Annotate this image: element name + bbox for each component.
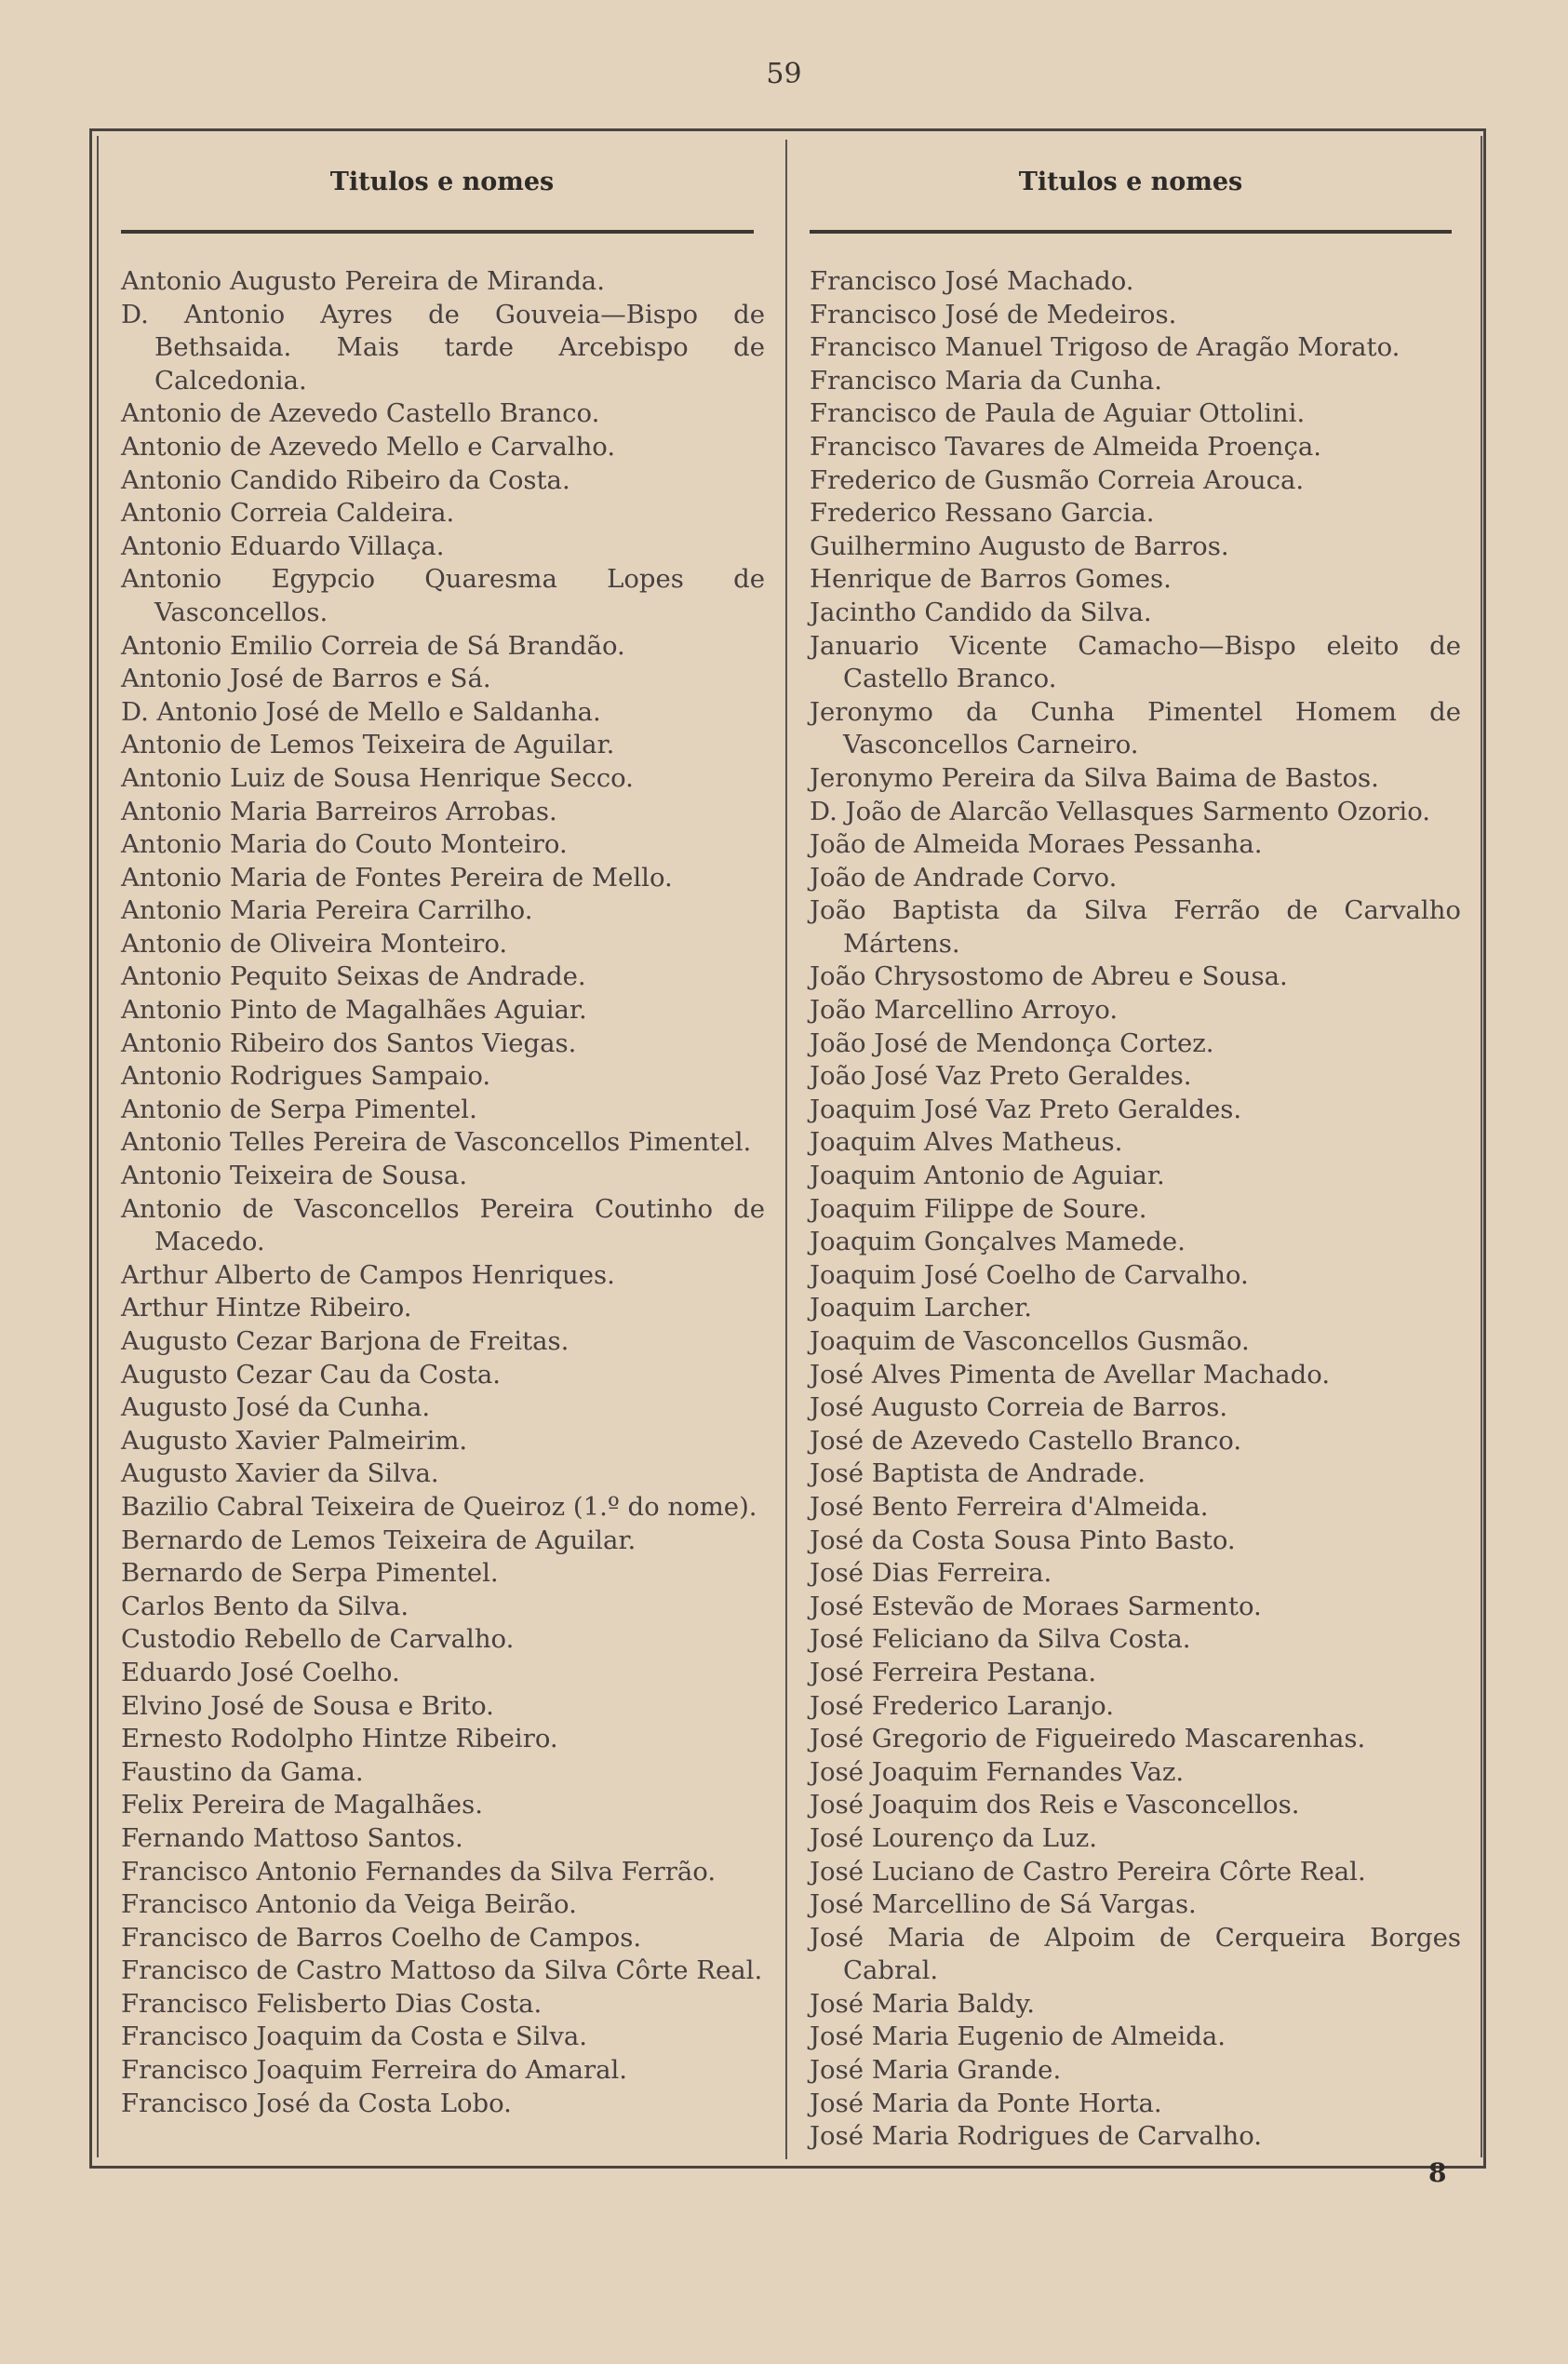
name-entry: Bernardo de Serpa Pimentel. [121,1558,499,1589]
name-entry: José Alves Pimenta de Avellar Machado. [810,1359,1331,1390]
name-entry: José Maria Baldy. [810,1988,1035,2019]
name-entry: João Chrysostomo de Abreu e Sousa. [810,961,1288,992]
name-entry: Jacintho Candido da Silva. [810,597,1152,627]
signature-mark: 8 [1428,2157,1447,2188]
name-entry: José Feliciano da Silva Costa. [810,1624,1191,1655]
name-entry: José da Costa Sousa Pinto Basto. [810,1525,1236,1555]
name-entry: Augusto Cezar Cau da Costa. [121,1359,501,1390]
right-name-list [810,265,1461,2154]
name-entry: José Maria Rodrigues de Carvalho. [810,2121,1263,2152]
name-entry: D. Antonio José de Mello e Saldanha. [121,696,601,727]
name-entry: José Maria de Alpoim de Cerqueira Borges Cabral. [810,1922,1461,1986]
name-entry: Joaquim Larcher. [810,1293,1032,1323]
name-entry: Antonio Maria Pereira Carrilho. [121,895,533,926]
right-column-header: Titulos e nomes [1018,168,1243,196]
name-entry: Francisco Manuel Trigoso de Aragão Morato. [810,332,1400,363]
name-entry: Francisco Joaquim da Costa e Silva. [121,2021,588,2052]
name-entry: José Augusto Correia de Barros. [810,1392,1228,1423]
name-entry: Francisco Antonio da Veiga Beirão. [121,1889,577,1920]
name-entry: João José Vaz Preto Geraldes. [810,1061,1192,1092]
name-entry: Guilhermino Augusto de Barros. [810,531,1229,561]
name-entry: Antonio Egypcio Quaresma Lopes de Vasconcellos. [121,564,765,627]
name-entry: Antonio de Serpa Pimentel. [121,1094,477,1124]
name-entry: Antonio Maria Barreiros Arrobas. [121,796,557,826]
name-entry: D. João de Alarcão Vellasques Sarmento Ozorio. [810,796,1431,826]
name-entry: Antonio Pinto de Magalhães Aguiar. [121,995,587,1026]
name-entry: Carlos Bento da Silva. [121,1591,409,1621]
name-entry: Francisco Joaquim Ferreira do Amaral. [121,2055,628,2086]
name-entry: Augusto Cezar Barjona de Freitas. [121,1326,570,1356]
name-entry: Bazilio Cabral Teixeira de Queiroz (1.º do nome). [121,1491,757,1522]
name-entry: Joaquim José Coelho de Carvalho. [810,1259,1249,1290]
name-entry: João Marcellino Arroyo. [810,995,1119,1026]
name-entry: José Maria da Ponte Horta. [810,2088,1162,2118]
name-entry: Antonio Maria de Fontes Pereira de Mello. [121,862,673,893]
name-entry: Antonio Ribeiro dos Santos Viegas. [121,1028,577,1058]
name-entry: Joaquim Filippe de Soure. [810,1193,1147,1224]
name-entry: Ernesto Rodolpho Hintze Ribeiro. [121,1724,558,1754]
name-entry: Antonio Luiz de Sousa Henrique Secco. [121,762,634,793]
name-entry: José Joaquim dos Reis e Vasconcellos. [810,1790,1300,1820]
name-entry: José Marcellino de Sá Vargas. [810,1889,1197,1920]
name-entry: Francisco de Barros Coelho de Campos. [121,1922,642,1953]
name-entry: Antonio Telles Pereira de Vasconcellos Pimentel. [121,1127,752,1158]
name-entry: Frederico Ressano Garcia. [810,498,1155,529]
name-entry: Francisco Tavares de Almeida Proença. [810,431,1322,462]
name-entry: Joaquim Gonçalves Mamede. [810,1227,1186,1257]
name-entry: Arthur Alberto de Campos Henriques. [121,1259,615,1290]
name-entry: Antonio Pequito Seixas de Andrade. [121,961,586,992]
name-entry: Antonio José de Barros e Sá. [121,664,491,694]
name-entry: José de Azevedo Castello Branco. [810,1425,1242,1456]
name-entry: Frederico de Gusmão Correia Arouca. [810,464,1305,495]
name-entry: Antonio de Lemos Teixeira de Aguilar. [121,730,615,760]
left-header-rule [121,230,754,234]
name-entry: Elvino José de Sousa e Brito. [121,1690,494,1721]
name-entry: José Maria Eugenio de Almeida. [810,2021,1226,2052]
name-entry: José Luciano de Castro Pereira Côrte Real. [810,1856,1366,1887]
name-entry: José Joaquim Fernandes Vaz. [810,1756,1185,1787]
name-entry: José Bento Ferreira d'Almeida. [810,1491,1209,1522]
name-entry: Antonio de Azevedo Mello e Carvalho. [121,431,616,462]
name-entry: Augusto Xavier Palmeirim. [121,1425,468,1456]
name-entry: Augusto Xavier da Silva. [121,1458,439,1489]
name-entry: Antonio Emilio Correia de Sá Brandão. [121,630,625,661]
page-number: 59 [766,58,802,90]
name-entry: Bernardo de Lemos Teixeira de Aguilar. [121,1525,637,1555]
name-entry: José Frederico Laranjo. [810,1690,1114,1721]
name-entry: Arthur Hintze Ribeiro. [121,1293,412,1323]
name-entry: Antonio Correia Caldeira. [121,498,455,529]
name-entry: João de Almeida Moraes Pessanha. [810,829,1263,860]
name-entry: Antonio Teixeira de Sousa. [121,1161,468,1191]
name-entry: João Baptista da Silva Ferrão de Carvalho Mártens. [810,895,1461,959]
name-entry: Francisco José da Costa Lobo. [121,2088,512,2118]
name-entry: Custodio Rebello de Carvalho. [121,1624,515,1655]
name-entry: Antonio Maria do Couto Monteiro. [121,829,568,860]
name-entry: João José de Mendonça Cortez. [810,1028,1214,1058]
name-entry: Augusto José da Cunha. [121,1392,431,1423]
name-entry: Jeronymo da Cunha Pimentel Homem de Vasconcellos Carneiro. [810,696,1461,760]
name-entry: Felix Pereira de Magalhães. [121,1790,483,1820]
name-entry: Joaquim de Vasconcellos Gusmão. [810,1326,1250,1356]
column-divider [785,140,787,2159]
name-entry: Eduardo José Coelho. [121,1657,400,1687]
name-entry: Fernando Mattoso Santos. [121,1822,463,1853]
name-entry: Jeronymo Pereira da Silva Baima de Bastos. [810,762,1379,793]
left-column-header: Titulos e nomes [329,168,555,196]
name-entry: Antonio de Vasconcellos Pereira Coutinho de Macedo. [121,1193,765,1257]
name-entry: João de Andrade Corvo. [810,862,1118,893]
name-entry: José Maria Grande. [810,2055,1062,2086]
name-entry: Henrique de Barros Gomes. [810,564,1172,595]
name-entry: Francisco José de Medeiros. [810,299,1177,329]
name-entry: Januario Vicente Camacho—Bispo eleito de Castello Branco. [810,630,1461,694]
name-entry: Francisco de Castro Mattoso da Silva Côrte Real. [121,1955,763,1986]
name-entry: Faustino da Gama. [121,1756,364,1787]
name-entry: Antonio Eduardo Villaça. [121,531,445,561]
name-entry: José Gregorio de Figueiredo Mascarenhas. [810,1724,1366,1754]
name-entry: Francisco de Paula de Aguiar Ottolini. [810,398,1306,429]
name-entry: Francisco Antonio Fernandes da Silva Ferrão. [121,1856,717,1887]
name-entry: José Lourenço da Luz. [810,1822,1098,1853]
name-entry: Joaquim Alves Matheus. [810,1127,1123,1158]
left-name-list [121,265,765,2120]
name-entry: Antonio de Azevedo Castello Branco. [121,398,600,429]
name-entry: José Dias Ferreira. [810,1558,1052,1589]
name-entry: Antonio Candido Ribeiro da Costa. [121,464,570,495]
right-header-rule [810,230,1452,234]
name-entry: Francisco José Machado. [810,266,1134,296]
name-entry: Antonio Rodrigues Sampaio. [121,1061,491,1092]
name-entry: Antonio de Oliveira Monteiro. [121,928,508,959]
name-entry: José Ferreira Pestana. [810,1657,1097,1687]
name-entry: Francisco Maria da Cunha. [810,365,1163,396]
name-entry: José Baptista de Andrade. [810,1458,1146,1489]
name-entry: Antonio Augusto Pereira de Miranda. [121,266,605,296]
name-entry: D. Antonio Ayres de Gouveia—Bispo de Bethsaida. Mais tarde Arcebispo de Calcedonia. [121,299,765,396]
name-entry: Francisco Felisberto Dias Costa. [121,1988,543,2019]
name-entry: Joaquim Antonio de Aguiar. [810,1161,1165,1191]
name-entry: Joaquim José Vaz Preto Geraldes. [810,1094,1242,1124]
name-entry: José Estevão de Moraes Sarmento. [810,1591,1262,1621]
